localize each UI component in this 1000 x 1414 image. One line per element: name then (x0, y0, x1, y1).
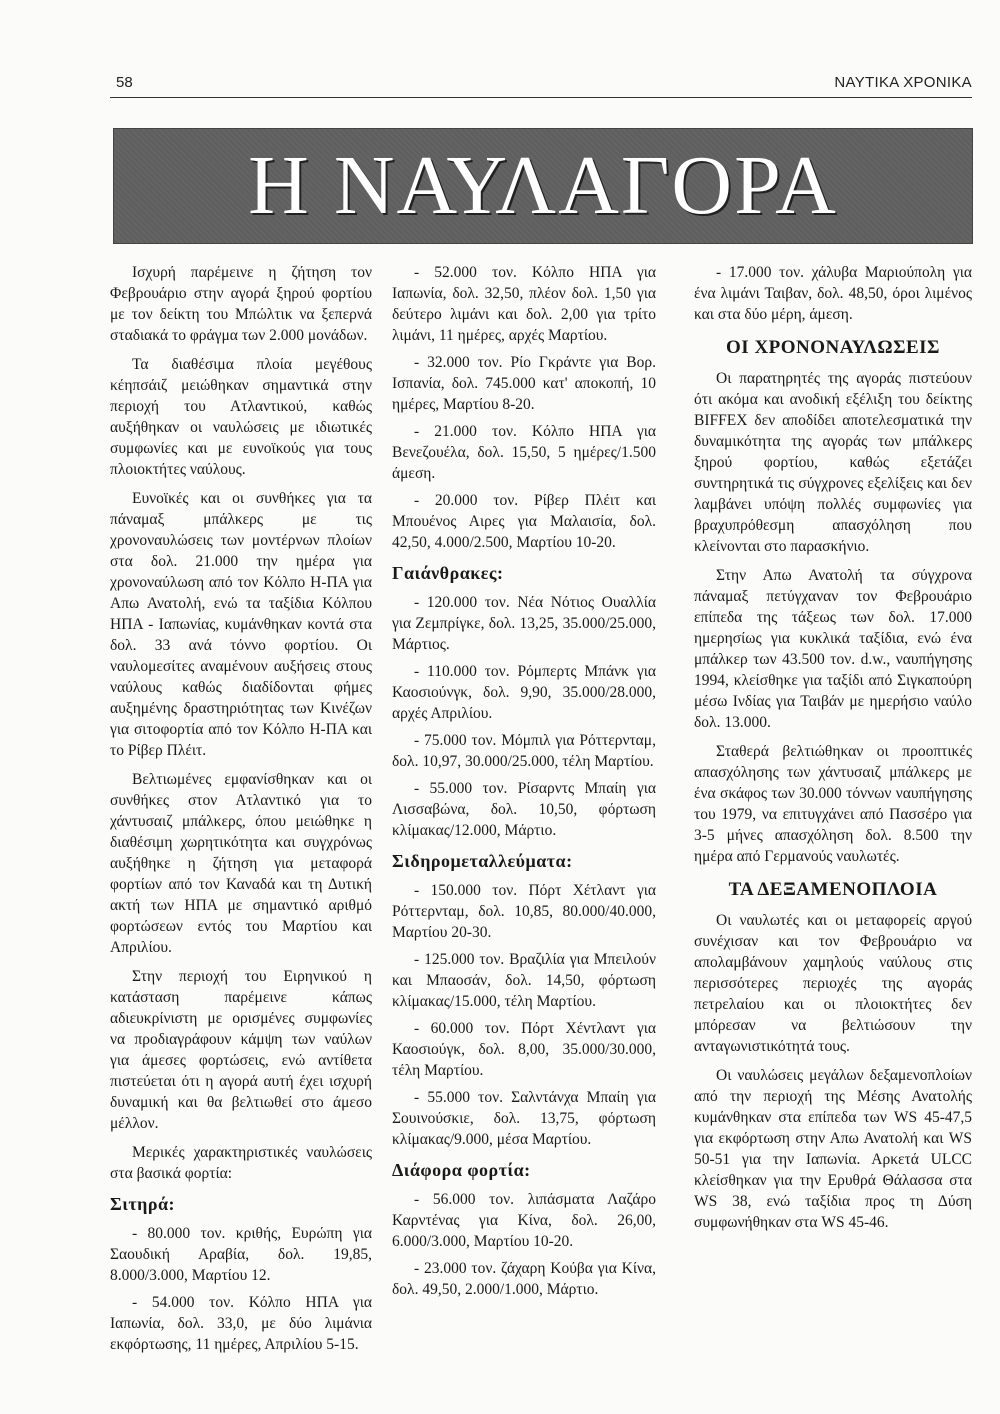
paragraph: Μερικές χαρακτηριστικές ναυλώσεις στα βασικά φορτία: (110, 1144, 372, 1182)
article-title: Η ΝΑΥΛΑΓΟΡΑ (248, 139, 838, 232)
magazine-name: ΝΑΥΤΙΚΑ ΧΡΟΝΙΚΑ (834, 74, 972, 91)
charter-item: - 55.000 τον. Σαλντάνχα Μπαίη για Σουινούσκιε, δολ. 13,75, φόρτωση κλίμακας/9.000, μέσα Μαρτίου. (392, 1089, 656, 1148)
charter-item: - 21.000 τον. Κόλπο ΗΠΑ για Βενεζουέλα, δολ. 15,50, 5 ημέρες/1.500 άμεση. (392, 423, 656, 482)
charter-item: - 125.000 τον. Βραζιλία για Μπειλούν και Μπαοσάν, δολ. 14,50, φόρτωση κλίμακας/15.000, τέλη Μαρτίου. (392, 951, 656, 1010)
section-heading-coal: Γαιάνθρακες: (392, 563, 504, 583)
header-rule (110, 97, 972, 98)
paragraph: Τα διαθέσιμα πλοία μεγέθους κέηπσάιζ μειώθηκαν σημαντικά στην περιοχή του Ατλαντικού, καθώς αυξήθηκαν οι ναυλώσεις με ιδιωτικές συμφωνίες και με ευνοϊκούς για τους πλοιοκτήτες ναύλους. (110, 356, 372, 478)
column-3 (694, 262, 972, 1241)
paragraph: Σταθερά βελτιώθηκαν οι προοπτικές απασχόλησης των χάντυσαιζ μπάλκερς με ένα σκάφος των 30.000 τόννων ναυπήγησης του 1979, να επιτυγχάνει από Πασσέρο για 3-5 μήνες απασχόληση δολ. 8.500 την ημέρα από Γερμανούς ναυλωτές. (694, 743, 972, 865)
paragraph: Βελτιωμένες εμφανίσθηκαν και οι συνθήκες στον Ατλαντικό για το χάντυσαιζ μπάλκερς, όπου μειώθηκε η διαθέσιμη χωρητικότητα και συγχρόνως αυξήθηκε η ζήτηση για μεταφορά φορτίων από τον Καναδά και τη Δυτική ακτή των ΗΠΑ με σημαντικό αριθμό φορτώσεων εντός του Μαρτίου και Απριλίου. (110, 771, 372, 956)
charter-item: - 32.000 τον. Ρίο Γκράντε για Βορ. Ισπανία, δολ. 745.000 κατ' αποκοπή, 10 ημέρες, Μαρτίου 8-20. (392, 354, 656, 413)
charter-item: - 120.000 τον. Νέα Νότιος Ουαλλία για Ζεμπρίγκε, δολ. 13,25, 35.000/25.000, Μάρτιος. (392, 594, 656, 653)
charter-item: - 60.000 τον. Πόρτ Χέντλαντ για Καοσιούγκ, δολ. 8,00, 35.000/30.000, τέλη Μαρτίου. (392, 1020, 656, 1079)
paragraph: Στην Απω Ανατολή τα σύγχρονα πάναμαξ πετύγχαναν τον Φεβρουάριο επίπεδα της τάξεως των δολ. 17.000 ημερησίως για κυκλικά ταξίδια, ενώ ένα μπάλκερ των 43.500 τον. d.w., ναυπήγησης 1994, κλείσθηκε για ταξίδι από Σιγκαπούρη μέσω Ινδίας για Ταιβάν με ημερήσιο ναύλο δολ. 13.000. (694, 567, 972, 731)
charter-item: - 23.000 τον. ζάχαρη Κούβα για Κίνα, δολ. 49,50, 2.000/1.000, Μάρτιο. (392, 1260, 656, 1298)
charter-item: - 80.000 τον. κριθής, Ευρώπη για Σαουδική Αραβία, δολ. 19,85, 8.000/3.000, Μαρτίου 12. (110, 1225, 372, 1284)
paragraph: Στην περιοχή του Ειρηνικού η κατάσταση παρέμεινε κάπως αδιευκρίνιστη με ορισμένες συμφωνίες να προδιαγράφουν κάμψη των ναύλων για άμεσες φορτώσεις, ενώ αντίθετα πιστεύεται ότι η αγορά αυτή έχει ισχυρή δυναμική και θα βελτιωθεί στο άμεσο μέλλον. (110, 968, 372, 1132)
section-heading-tankers: ΤΑ ΔΕΞΑΜΕΝΟΠΛΟΙΑ (728, 879, 938, 900)
paragraph: Οι ναυλωτές και οι μεταφορείς αργού συνέχισαν και τον Φεβρουάριο να απολαμβάνουν χαμηλούς ναύλους στις περισσότερες περιοχές της αγοράς πετρελαίου και οι πλοιοκτήτες δεν μπόρεσαν να βελτιώσουν την ανταγωνιστικότητά τους. (694, 912, 972, 1055)
section-heading-ore: Σιδηρομεταλλεύματα: (392, 851, 573, 871)
charter-item: - 150.000 τον. Πόρτ Χέτλαντ για Ρόττερνταμ, δολ. 10,85, 80.000/40.000, Μαρτίου 20-30. (392, 882, 656, 941)
paragraph: Ισχυρή παρέμεινε η ζήτηση τον Φεβρουάριο στην αγορά ξηρού φορτίου με τον δείκτη του Μπώλτικ να ξεπερνά σταδιακά το φράγμα των 2.000 μονάδων. (110, 264, 372, 344)
column-1 (110, 262, 372, 1361)
page-number: 58 (116, 74, 133, 91)
paragraph: Οι παρατηρητές της αγοράς πιστεύουν ότι ακόμα και ανοδική εξέλιξη του δείκτης BIFFEX δεν αποδίδει αποτελεσματικά την δυναμικότητα της αγοράς των μπάλκερς ξηρού φορτίου, καθώς εξετάζει συντηρητικά τις σύγχρονες εξελίξεις και δεν λαμβάνει υπόψη πολλές συμφωνίες για βραχυπρόθεσμη απασχόληση που κλείνονται στο παρασκήνιο. (694, 370, 972, 555)
charter-item: - 55.000 τον. Ρίσαρντς Μπαίη για Λισσαβώνα, δολ. 10,50, φόρτωση κλίμακας/12.000, Μάρτιο. (392, 780, 656, 839)
charter-item: - 75.000 τον. Μόμπιλ για Ρόττερνταμ, δολ. 10,97, 30.000/25.000, τέλη Μαρτίου. (392, 732, 656, 770)
title-banner (113, 128, 973, 244)
paragraph: Ευνοϊκές και οι συνθήκες για τα πάναμαξ μπάλκερς με τις χρονοναυλώσεις των μοντέρνων πλοίων στα δολ. 21.000 την ημέρα για χρονοναύλωση από τον Κόλπο Η-ΠΑ για Απω Ανατολή, ενώ τα ταξίδια Κόλπου ΗΠΑ - Ιαπωνίας, κυμάνθηκαν κοντά στα δολ. 33 ανά τόννο φορτίου. Οι ναυλομεσίτες αναμένουν αυξήσεις στους ναύλους καθώς διαδίδονται φήμες αυξημένης δραστηριότητας των Κινέζων για σιτοφορτία από τον Κόλπο Η-ΠΑ και το Ρίβερ Πλέιτ. (110, 490, 372, 759)
charter-item: - 56.000 τον. λιπάσματα Λαζάρο Καρντένας για Κίνα, δολ. 26,00, 6.000/3.000, Μαρτίου 10-20. (392, 1191, 656, 1250)
section-heading-misc: Διάφορα φορτία: (392, 1160, 531, 1180)
charter-item: - 17.000 τον. χάλυβα Μαριούπολη για ένα λιμάνι Ταιβαν, δολ. 48,50, όροι λιμένος και στα δύο μέρη, άμεση. (694, 264, 972, 323)
section-heading-grains: Σιτηρά: (110, 1194, 176, 1214)
paragraph: Οι ναυλώσεις μεγάλων δεξαμενοπλοίων από την περιοχή της Μέσης Ανατολής κυμάνθηκαν στα επίπεδα των WS 45-47,5 για εκφόρτωση στην Απω Ανατολή και WS 50-51 για την Ιαπωνία. Αρκετά ULCC κλείσθηκαν για την Ερυθρά Θάλασσα στα WS 38, ενώ ταξίδια προς τη Δύση συμφωνήθηκαν στα WS 45-46. (694, 1067, 972, 1231)
charter-item: - 20.000 τον. Ρίβερ Πλέιτ και Μπουένος Αιρες για Μαλαισία, δολ. 42,50, 4.000/2.500, Μαρτίου 10-20. (392, 492, 656, 551)
charter-item: - 54.000 τον. Κόλπο ΗΠΑ για Ιαπωνία, δολ. 33,0, με δύο λιμάνια εκφόρτωσης, 11 ημέρες, Απριλίου 5-15. (110, 1294, 372, 1353)
section-heading-timecharter: ΟΙ ΧΡΟΝΟΝΑΥΛΩΣΕΙΣ (726, 337, 940, 358)
column-2 (392, 262, 656, 1306)
charter-item: - 52.000 τον. Κόλπο ΗΠΑ για Ιαπωνία, δολ. 32,50, πλέον δολ. 1,50 για δεύτερο λιμάνι και δολ. 2,00 για τρίτο λιμάνι, 11 ημέρες, αρχές Μαρτίου. (392, 264, 656, 344)
charter-item: - 110.000 τον. Ρόμπερτς Μπάνκ για Καοσιούνγκ, δολ. 9,90, 35.000/28.000, αρχές Απριλίου. (392, 663, 656, 722)
running-header (110, 74, 972, 96)
